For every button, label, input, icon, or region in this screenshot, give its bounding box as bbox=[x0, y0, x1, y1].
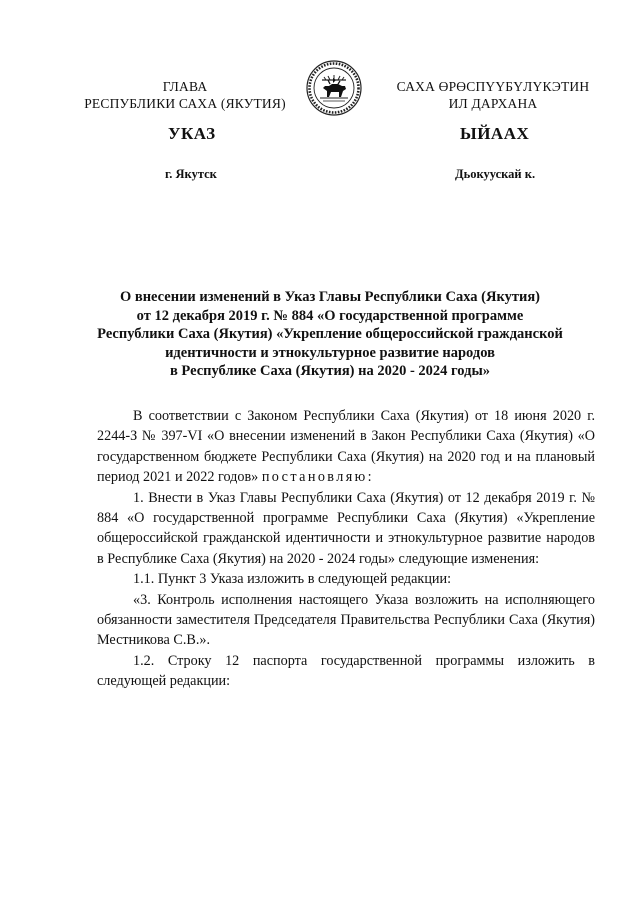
preamble-text: В соответствии с Законом Республики Саха (Якутия) от 18 июня 2020 г. 2244-З № 397-VI «О внесении изменений в Закон Республики Саха (Якутия) «О государственном бюджете Республики Саха (Якутия) на 2020 год и на плановый период 2021 и 2022 годов» bbox=[97, 408, 595, 486]
decree-verb: постановляю: bbox=[261, 469, 374, 486]
document-title bbox=[80, 288, 580, 381]
header-left-line1: ГЛАВА bbox=[162, 79, 208, 94]
body-paragraph-1: 1. Внести в Указ Главы Республики Саха (Якутия) от 12 декабря 2019 г. № 884 «О государственной программе Республики Саха (Якутия) «Укрепление общероссийской гражданской идентичности и этнокультурное развитие народов в Республике Саха (Якутия) на 2020 - 2024 годы» следующие изменения: bbox=[97, 489, 595, 567]
decree-label-sakha: ЫЙААХ bbox=[460, 124, 530, 143]
body-paragraph-preamble bbox=[97, 406, 595, 488]
title-line: в Республике Саха (Якутия) на 2020 - 2024 годы» bbox=[169, 363, 491, 379]
header-right-block bbox=[378, 78, 608, 112]
decree-label-ru: УКАЗ bbox=[168, 124, 216, 143]
header-right-line1: САХА ӨРӨСПҮҮБҮЛҮКЭТИН bbox=[396, 79, 590, 94]
city-label-ru: г. Якутск bbox=[165, 167, 217, 181]
body-paragraph-1-2: 1.2. Строку 12 паспорта государственной программы изложить в следующей редакции: bbox=[97, 652, 595, 690]
coat-of-arms-yakutia-icon bbox=[305, 58, 363, 118]
body-paragraph-1-1: 1.1. Пункт 3 Указа изложить в следующей редакции: bbox=[133, 571, 452, 588]
header-right-line2: ИЛ ДАРХАНА bbox=[448, 96, 538, 111]
body-paragraph-quote: «3. Контроль исполнения настоящего Указа возложить на исполняющего обязанности заместителя Председателя Правительства Республики Саха (Якутия) Местникова С.В.». bbox=[97, 591, 595, 649]
document-body bbox=[97, 406, 595, 692]
header-left-line2: РЕСПУБЛИКИ САХА (ЯКУТИЯ) bbox=[84, 96, 286, 111]
title-line: О внесении изменений в Указ Главы Республики Саха (Якутия) bbox=[119, 289, 541, 305]
title-line: от 12 декабря 2019 г. № 884 «О государственной программе bbox=[136, 307, 524, 324]
city-label-sakha: Дьокуускай к. bbox=[455, 167, 536, 181]
header-left-block bbox=[65, 78, 305, 112]
title-line: идентичности и этнокультурное развитие народов bbox=[165, 344, 495, 361]
title-line: Республики Саха (Якутия) «Укрепление общероссийской гражданской bbox=[97, 326, 563, 342]
